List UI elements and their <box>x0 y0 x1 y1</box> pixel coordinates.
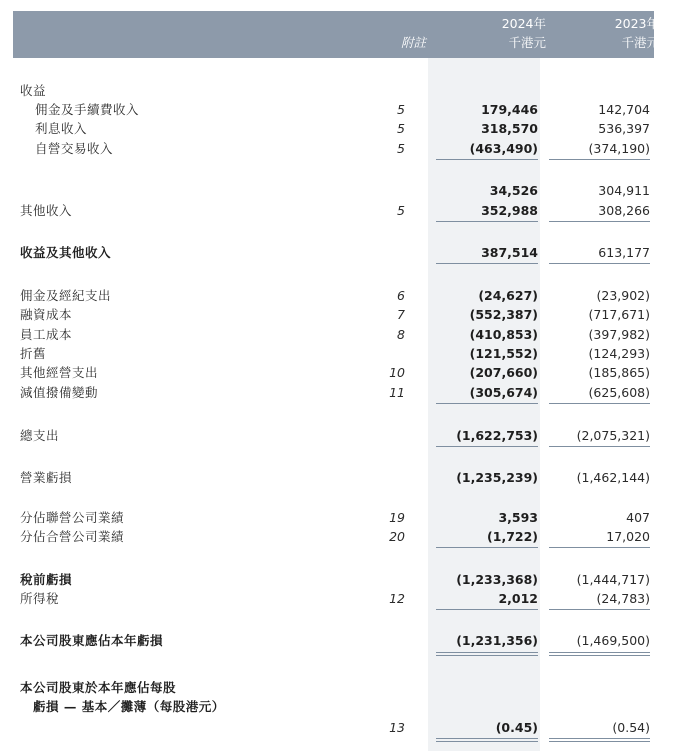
table-row <box>0 718 687 737</box>
year-2023-header: 2023年 <box>614 16 659 31</box>
value-2024: 352,988 <box>481 203 538 218</box>
value-2023: 304,911 <box>598 183 650 198</box>
row-note: 11 <box>389 385 405 400</box>
row-label: 融資成本 <box>20 307 73 322</box>
subtotal-rule-2024 <box>436 403 538 404</box>
value-2024: (0.45) <box>495 720 538 735</box>
table-row <box>0 243 687 262</box>
value-2024: (121,552) <box>469 346 538 361</box>
row-label: 減值撥備變動 <box>20 385 99 400</box>
row-label: 收益及其他收入 <box>20 245 112 260</box>
row-label: 員工成本 <box>20 327 73 342</box>
double-rule-2024-bottom <box>436 655 538 656</box>
row-note: 8 <box>397 327 405 342</box>
table-row <box>0 697 687 716</box>
value-2023: (717,671) <box>588 307 650 322</box>
row-label: 總支出 <box>20 428 60 443</box>
unit-2023-header: 千港元 <box>621 35 659 50</box>
row-label: 佣金及經紀支出 <box>20 288 112 303</box>
row-label: 分佔合營公司業績 <box>20 529 125 544</box>
row-label: 虧損 — 基本／攤薄（每股港元） <box>33 699 225 714</box>
value-2023: (124,293) <box>588 346 650 361</box>
table-row <box>0 325 687 344</box>
value-2024: (305,674) <box>469 385 538 400</box>
value-2023: 407 <box>626 510 650 525</box>
value-2023: (185,865) <box>588 365 650 380</box>
row-note: 6 <box>397 288 405 303</box>
double-rule-2024-top <box>436 652 538 653</box>
value-2024: (24,627) <box>478 288 538 303</box>
subtotal-rule-2024 <box>436 263 538 264</box>
double-rule-2024-bottom <box>436 741 538 742</box>
table-row <box>0 305 687 324</box>
subtotal-rule-2023 <box>549 609 650 610</box>
row-label: 折舊 <box>20 346 47 361</box>
value-2024: (1,235,239) <box>456 470 538 485</box>
row-note: 7 <box>397 307 405 322</box>
table-row <box>0 589 687 608</box>
double-rule-2024-top <box>436 738 538 739</box>
subtotal-rule-2023 <box>549 159 650 160</box>
value-2024: 318,570 <box>481 121 538 136</box>
table-row <box>0 119 687 138</box>
subtotal-rule-2023 <box>549 547 650 548</box>
row-note: 5 <box>397 102 405 117</box>
subtotal-rule-2024 <box>436 221 538 222</box>
value-2024: (1,233,368) <box>456 572 538 587</box>
value-2024: 179,446 <box>481 102 538 117</box>
row-note: 5 <box>397 141 405 156</box>
table-row <box>0 344 687 363</box>
table-row <box>0 286 687 305</box>
value-2023: 613,177 <box>598 245 650 260</box>
table-row <box>0 426 687 445</box>
row-note: 5 <box>397 203 405 218</box>
value-2023: 536,397 <box>598 121 650 136</box>
table-row <box>0 363 687 382</box>
table-row <box>0 383 687 402</box>
value-2023: (1,469,500) <box>576 633 650 648</box>
value-2024: (1,622,753) <box>456 428 538 443</box>
row-label: 其他收入 <box>20 203 73 218</box>
row-label: 佣金及手續費收入 <box>35 102 140 117</box>
table-row <box>0 181 687 200</box>
table-row <box>0 468 687 487</box>
row-note: 19 <box>389 510 405 525</box>
table-row <box>0 139 687 158</box>
value-2024: (552,387) <box>469 307 538 322</box>
value-2023: (23,902) <box>596 288 650 303</box>
row-note: 5 <box>397 121 405 136</box>
value-2023: (1,462,144) <box>576 470 650 485</box>
value-2023: 17,020 <box>606 529 650 544</box>
row-label: 所得稅 <box>20 591 60 606</box>
value-2024: 3,593 <box>498 510 538 525</box>
subtotal-rule-2024 <box>436 547 538 548</box>
table-row <box>0 81 687 100</box>
value-2024: (463,490) <box>469 141 538 156</box>
table-header <box>13 11 659 58</box>
value-2024: (1,722) <box>487 529 538 544</box>
value-2023: (397,982) <box>588 327 650 342</box>
row-label: 自營交易收入 <box>35 141 114 156</box>
value-2023: (625,608) <box>588 385 650 400</box>
value-2024: 2,012 <box>498 591 538 606</box>
table-row <box>0 100 687 119</box>
value-2023: (24,783) <box>596 591 650 606</box>
table-row <box>0 631 687 650</box>
row-label: 分佔聯營公司業績 <box>20 510 125 525</box>
row-label: 稅前虧損 <box>20 572 73 587</box>
value-2023: 142,704 <box>598 102 650 117</box>
subtotal-rule-2024 <box>436 609 538 610</box>
value-2024: (410,853) <box>469 327 538 342</box>
row-label: 本公司股東應佔本年虧損 <box>20 633 164 648</box>
subtotal-rule-2023 <box>549 263 650 264</box>
double-rule-2023-top <box>549 652 650 653</box>
table-row <box>0 201 687 220</box>
table-row <box>0 570 687 589</box>
row-note: 13 <box>389 720 405 735</box>
row-note: 20 <box>389 529 405 544</box>
row-label: 營業虧損 <box>20 470 73 485</box>
subtotal-rule-2023 <box>549 221 650 222</box>
row-label: 本公司股東於本年應佔每股 <box>20 680 177 695</box>
value-2024: 34,526 <box>489 183 538 198</box>
value-2023: (2,075,321) <box>576 428 650 443</box>
value-2024: 387,514 <box>481 245 538 260</box>
value-2023: (0.54) <box>612 720 650 735</box>
table-row <box>0 527 687 546</box>
value-2023: (374,190) <box>588 141 650 156</box>
value-2024: (1,231,356) <box>456 633 538 648</box>
row-label: 收益 <box>20 83 47 98</box>
row-label: 利息收入 <box>35 121 88 136</box>
table-row <box>0 678 687 697</box>
subtotal-rule-2024 <box>436 159 538 160</box>
value-2023: 308,266 <box>598 203 650 218</box>
note-column-header: 附註 <box>400 35 426 50</box>
double-rule-2023-bottom <box>549 655 650 656</box>
year-2024-header: 2024年 <box>501 16 546 31</box>
double-rule-2023-top <box>549 738 650 739</box>
row-note: 10 <box>389 365 405 380</box>
subtotal-rule-2023 <box>549 403 650 404</box>
row-note: 12 <box>389 591 405 606</box>
value-2024: (207,660) <box>469 365 538 380</box>
subtotal-rule-2024 <box>436 446 538 447</box>
double-rule-2023-bottom <box>549 741 650 742</box>
subtotal-rule-2023 <box>549 446 650 447</box>
value-2023: (1,444,717) <box>576 572 650 587</box>
table-row <box>0 508 687 527</box>
row-label: 其他經營支出 <box>20 365 99 380</box>
unit-2024-header: 千港元 <box>508 35 546 50</box>
